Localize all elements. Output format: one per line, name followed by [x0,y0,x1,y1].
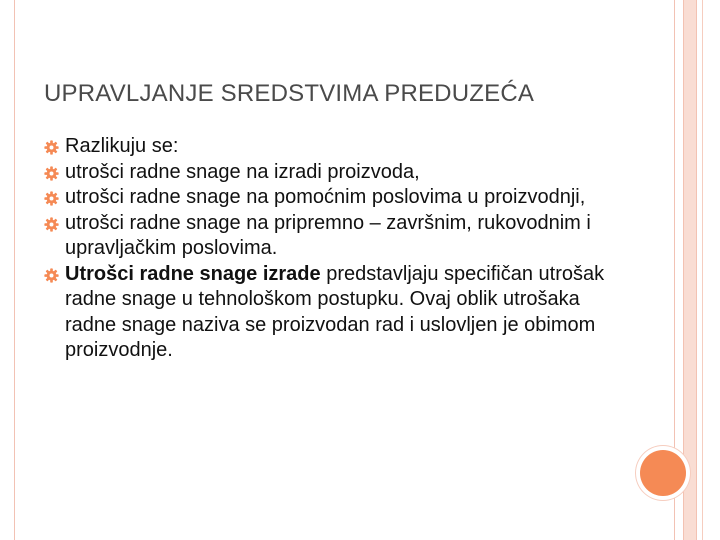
bullet-list [44,134,619,364]
bullet-text: utrošci radne snage na pripremno – završnim, rukovodnim i upravljačkim poslovima. [65,211,591,259]
gear-icon [44,268,59,283]
slide-title: UPRAVLJANJE SREDSTVIMA PREDUZEĆA [44,80,535,107]
decorative-circle [640,450,686,496]
bullet-text: utrošci radne snage na izradi proizvoda, [65,160,420,183]
bullet-text: utrošci radne snage na pomoćnim poslovima u proizvodnji, [65,186,586,208]
bullet-item [44,262,619,364]
bullet-item [44,134,619,160]
bullet-item [44,211,619,262]
decorative-side-rail [683,0,697,540]
gear-icon [44,217,59,232]
bullet-text: predstavljaju specifičan utrošak radne snage u tehnološkom postupku. Ovaj oblik utrošaka radne snage naziva se proizvodan rad i uslovljen je obimom proizvodnje. [65,262,605,361]
bullet-text: Razlikuju se: [65,135,179,157]
gear-icon [44,140,59,155]
bullet-item [44,160,619,186]
decorative-rail-line [702,0,703,540]
bullet-bold-lead: Utrošci radne snage izrade [65,262,321,285]
bullet-item [44,185,619,211]
gear-icon [44,191,59,206]
gear-icon [44,166,59,181]
